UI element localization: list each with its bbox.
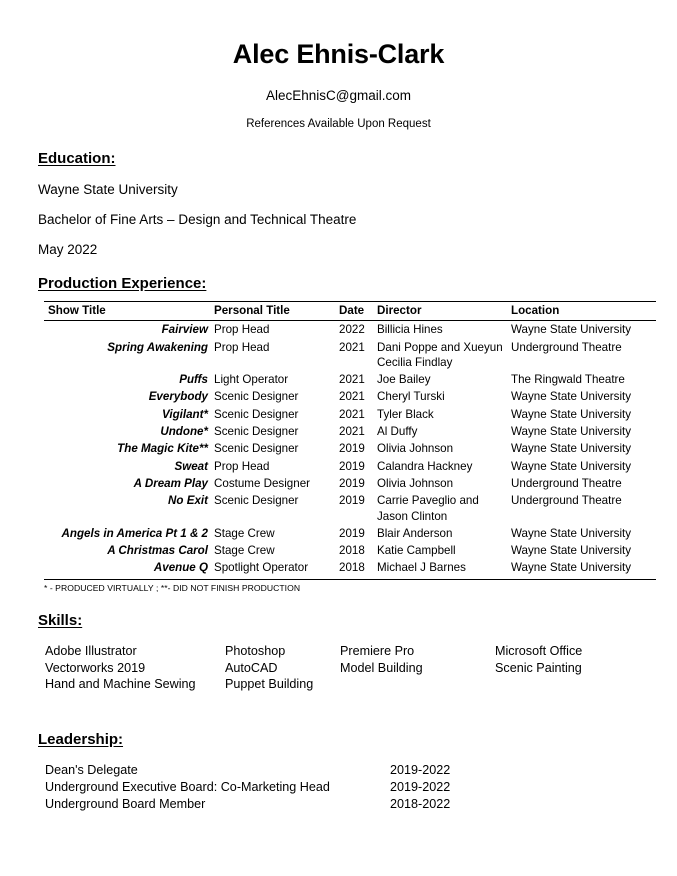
- leadership-row: [45, 762, 652, 779]
- leadership-role: Dean's Delegate: [45, 763, 138, 778]
- cell-location: Wayne State University: [511, 459, 632, 473]
- production-experience-section: [0, 275, 677, 593]
- cell-location: The Ringwald Theatre: [511, 373, 625, 387]
- column-header-location: Location: [511, 302, 656, 321]
- cell-director: Olivia Johnson: [377, 476, 454, 490]
- cell-director: Calandra Hackney: [377, 459, 473, 473]
- education-line: Wayne State University: [38, 181, 178, 197]
- cell-personal-title: Scenic Designer: [214, 425, 299, 439]
- leadership-years: 2019-2022: [390, 763, 451, 778]
- cell-show-title: Vigilant*: [162, 407, 208, 421]
- cell-show-title: Undone*: [160, 425, 208, 439]
- cell-date: 2021: [339, 407, 365, 421]
- cell-show-title: A Christmas Carol: [107, 544, 208, 558]
- table-row: [44, 406, 656, 423]
- cell-personal-title: Scenic Designer: [214, 407, 299, 421]
- cell-director: Katie Campbell: [377, 544, 456, 558]
- cell-date: 2018: [339, 561, 365, 575]
- cell-date: 2018: [339, 544, 365, 558]
- cell-show-title: A Dream Play: [133, 476, 208, 490]
- table-row: [44, 492, 656, 525]
- cell-date: 2022: [339, 323, 365, 337]
- cell-show-title: The Magic Kite**: [117, 442, 208, 456]
- cell-date: 2019: [339, 526, 365, 540]
- cell-date: 2019: [339, 459, 365, 473]
- table-row: [44, 339, 656, 372]
- cell-date: 2021: [339, 425, 365, 439]
- column-header-show-title: Show Title: [44, 302, 214, 321]
- skill-item: Photoshop: [225, 644, 286, 658]
- cell-personal-title: Scenic Designer: [214, 390, 299, 404]
- skill-item: AutoCAD: [225, 660, 278, 675]
- leadership-row: [45, 796, 652, 813]
- cell-show-title: Everybody: [148, 390, 208, 404]
- cell-show-title: Puffs: [179, 373, 208, 387]
- production-footnote: * - PRODUCED VIRTUALLY ; **- DID NOT FINISH PRODUCTION: [44, 582, 301, 593]
- cell-personal-title: Stage Crew: [214, 544, 275, 558]
- skills-heading: Skills:: [38, 612, 83, 629]
- cell-date: 2021: [339, 340, 365, 354]
- leadership-heading: Leadership:: [38, 731, 124, 749]
- cell-director: Joe Bailey: [377, 373, 431, 387]
- cell-location: Wayne State University: [511, 544, 632, 558]
- leadership-list: [45, 762, 652, 812]
- cell-date: 2019: [339, 494, 365, 508]
- table-row: [44, 371, 656, 388]
- leadership-role: Underground Executive Board: Co-Marketing Head: [45, 779, 330, 794]
- table-row: [44, 388, 656, 405]
- cell-location: Underground Theatre: [511, 476, 622, 490]
- skill-item: Premiere Pro: [340, 644, 415, 658]
- production-experience-heading: Production Experience:: [38, 275, 207, 293]
- cell-director: Blair Anderson: [377, 526, 453, 540]
- cell-personal-title: Spotlight Operator: [214, 561, 309, 575]
- leadership-years: 2018-2022: [390, 796, 451, 811]
- leadership-row: [45, 779, 652, 796]
- skill-item: Vectorworks 2019: [45, 660, 146, 675]
- cell-show-title: Angels in America Pt 1 & 2: [61, 526, 208, 540]
- cell-personal-title: Scenic Designer: [214, 442, 299, 456]
- skill-item: Model Building: [340, 660, 423, 675]
- cell-director: Al Duffy: [377, 425, 418, 439]
- cell-location: Wayne State University: [511, 323, 632, 337]
- cell-personal-title: Prop Head: [214, 323, 270, 337]
- table-bottom-rule: [44, 579, 656, 580]
- cell-location: Wayne State University: [511, 526, 632, 540]
- table-row: [44, 542, 656, 559]
- leadership-section: [0, 731, 677, 812]
- table-row: [44, 559, 656, 578]
- cell-location: Wayne State University: [511, 425, 632, 439]
- table-row: [44, 440, 656, 457]
- cell-date: 2021: [339, 373, 365, 387]
- cell-show-title: No Exit: [168, 494, 208, 508]
- education-lines: [38, 182, 652, 259]
- table-row: [44, 423, 656, 440]
- cell-location: Wayne State University: [511, 407, 632, 421]
- production-experience-table: [44, 301, 656, 578]
- cell-date: 2019: [339, 442, 365, 456]
- cell-date: 2019: [339, 476, 365, 490]
- table-body: [44, 321, 656, 579]
- skill-item: Adobe Illustrator: [45, 644, 137, 658]
- cell-director: Michael J Barnes: [377, 561, 466, 575]
- table-header-row: [44, 302, 656, 321]
- cell-director: Cheryl Turski: [377, 390, 445, 404]
- skill-item: Hand and Machine Sewing: [45, 677, 196, 692]
- candidate-name: Alec Ehnis-Clark: [232, 39, 445, 69]
- cell-show-title: Avenue Q: [153, 561, 208, 575]
- references-note: References Available Upon Request: [246, 117, 431, 130]
- skills-section: [0, 612, 677, 693]
- table-row: [44, 321, 656, 339]
- leadership-role: Underground Board Member: [45, 796, 206, 811]
- table-header: [44, 302, 656, 321]
- table-row: [44, 525, 656, 542]
- cell-personal-title: Prop Head: [214, 340, 270, 354]
- cell-location: Wayne State University: [511, 442, 632, 456]
- cell-personal-title: Prop Head: [214, 459, 270, 473]
- cell-director: Carrie Paveglio and Jason Clinton: [377, 494, 479, 523]
- cell-personal-title: Scenic Designer: [214, 494, 299, 508]
- cell-show-title: Spring Awakening: [107, 340, 208, 354]
- table-row: [44, 475, 656, 492]
- column-header-director: Director: [377, 302, 511, 321]
- cell-director: Tyler Black: [377, 407, 434, 421]
- document-header: [0, 0, 677, 132]
- leadership-years: 2019-2022: [390, 779, 451, 794]
- column-header-date: Date: [339, 302, 377, 321]
- cell-personal-title: Costume Designer: [214, 476, 311, 490]
- cell-location: Wayne State University: [511, 561, 632, 575]
- cell-director: Billicia Hines: [377, 323, 443, 337]
- cell-director: Dani Poppe and Xueyun Cecilia Findlay: [377, 340, 503, 369]
- cell-date: 2021: [339, 390, 365, 404]
- candidate-email[interactable]: AlecEhnisC@gmail.com: [266, 87, 411, 103]
- cell-director: Olivia Johnson: [377, 442, 454, 456]
- skill-item: Microsoft Office: [495, 644, 583, 658]
- column-header-personal-title: Personal Title: [214, 302, 339, 321]
- education-line: Bachelor of Fine Arts – Design and Technical Theatre: [38, 211, 357, 227]
- skills-grid: [45, 643, 652, 693]
- skill-item: Scenic Painting: [495, 660, 582, 675]
- education-line: May 2022: [38, 242, 98, 258]
- cell-show-title: Sweat: [174, 459, 208, 473]
- education-section: [0, 150, 677, 259]
- cell-location: Underground Theatre: [511, 494, 622, 508]
- cell-location: Wayne State University: [511, 390, 632, 404]
- table-row: [44, 458, 656, 475]
- cell-show-title: Fairview: [161, 323, 208, 337]
- cell-location: Underground Theatre: [511, 340, 622, 354]
- education-heading: Education:: [38, 149, 116, 167]
- cell-personal-title: Stage Crew: [214, 526, 275, 540]
- cell-personal-title: Light Operator: [214, 373, 289, 387]
- skill-item: Puppet Building: [225, 677, 314, 692]
